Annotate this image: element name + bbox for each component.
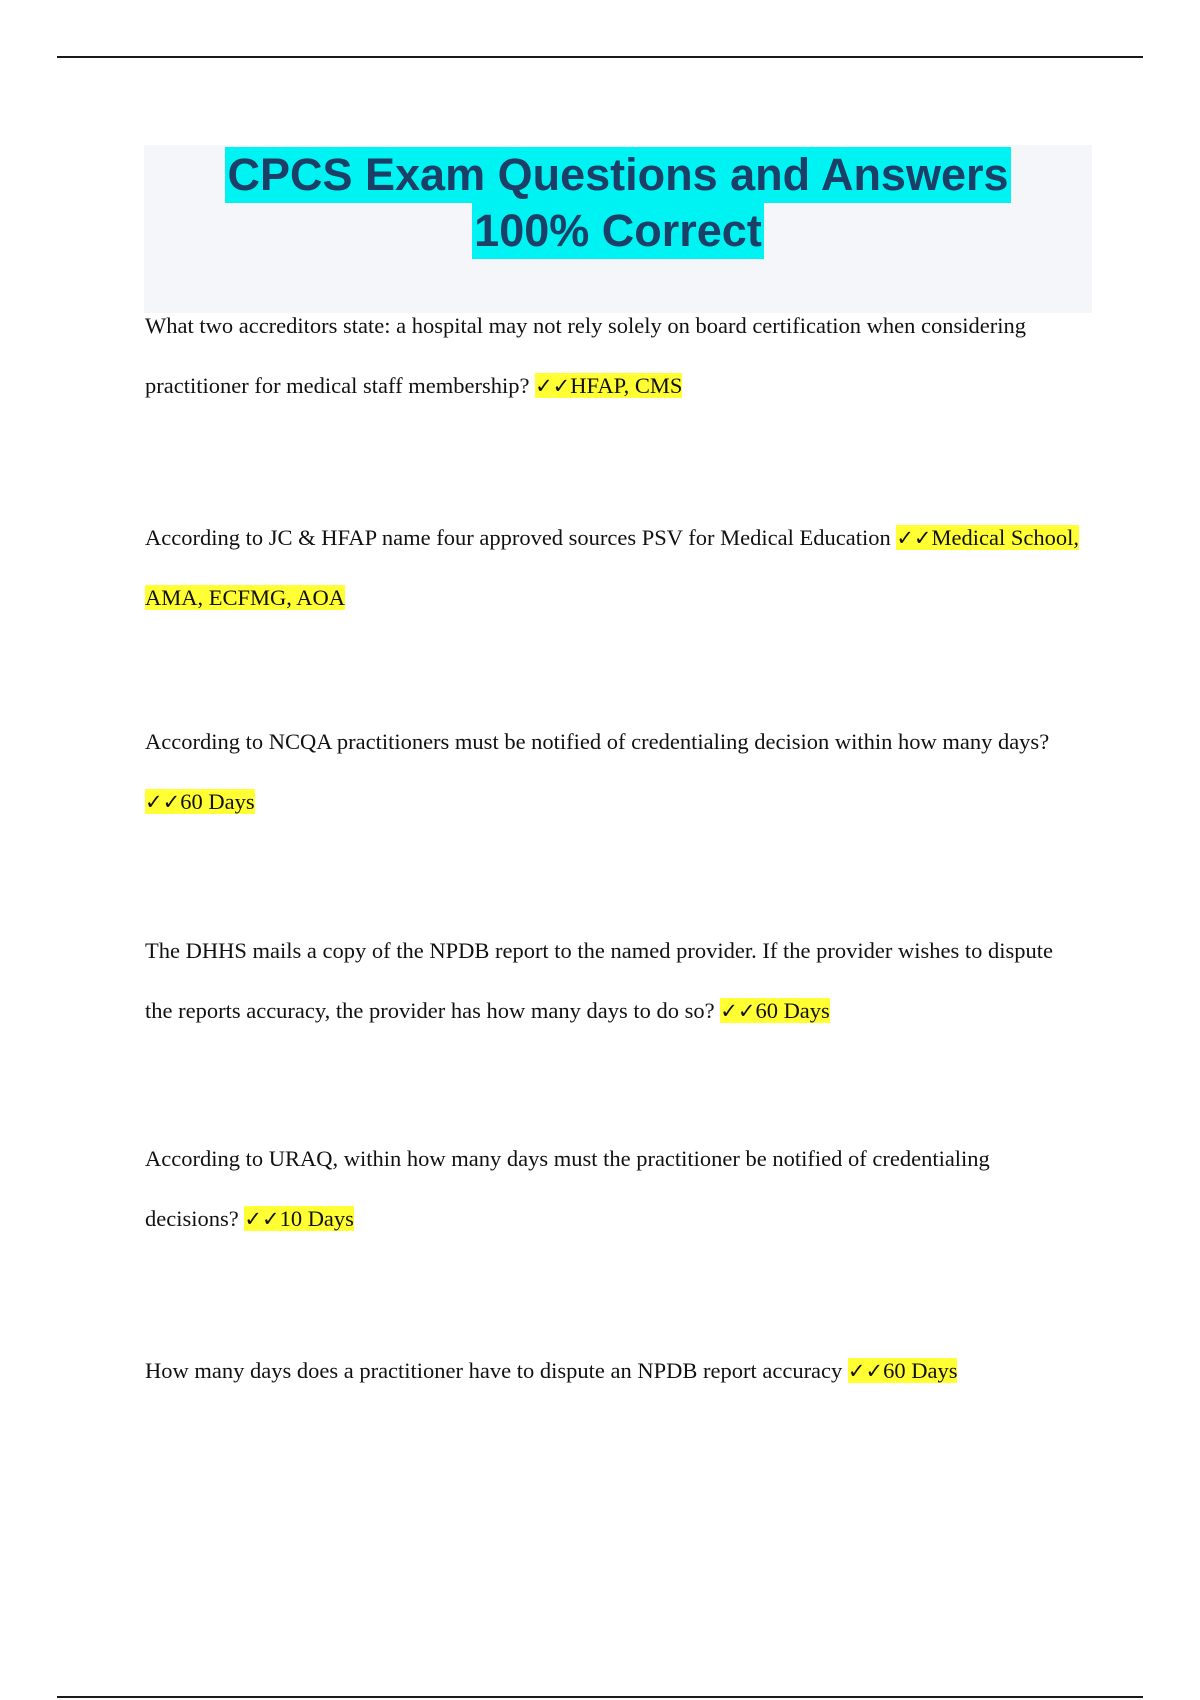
qa-item [145,1129,1080,1249]
document-title-line-1: CPCS Exam Questions and Answers [225,147,1010,203]
header-rule [57,56,1143,58]
answer-highlight [145,789,255,814]
question-text: The DHHS mails a copy of the NPDB report to the named provider. If the provider wishes to dispute the reports accuracy, the provider has how many days to do so? [145,938,1053,1023]
double-check-icon: ✓✓ [145,790,181,814]
answer-highlight [244,1206,354,1231]
qa-item [145,1341,1080,1401]
title-block [144,145,1092,313]
question-text: According to JC & HFAP name four approved sources PSV for Medical Education [145,525,891,550]
qa-item [145,508,1080,628]
answer-highlight [720,998,830,1023]
qa-item [145,296,1080,416]
footer-rule [57,1696,1143,1698]
answer-text: 10 Days [279,1206,354,1231]
answer-highlight [535,373,682,398]
answer-text: Medical School, AMA, ECFMG, AOA [145,525,1080,610]
answer-text: 60 Days [755,998,830,1023]
answer-text: HFAP, CMS [570,373,683,398]
double-check-icon: ✓✓ [720,999,756,1023]
qa-item [145,921,1080,1041]
double-check-icon: ✓✓ [244,1207,280,1231]
double-check-icon: ✓✓ [896,526,932,550]
question-text: According to URAQ, within how many days must the practitioner be notified of credentialing decisions? [145,1146,990,1231]
answer-text: 60 Days [180,789,255,814]
document-title-line-2: 100% Correct [472,203,764,259]
double-check-icon: ✓✓ [847,1359,884,1383]
double-check-icon: ✓✓ [535,374,571,398]
qa-item [145,712,1080,832]
question-text: According to NCQA practitioners must be notified of credentialing decision within how many days? [145,729,1050,754]
answer-highlight [848,1358,958,1383]
question-text: How many days does a practitioner have to dispute an NPDB report accuracy [145,1358,843,1383]
question-text: What two accreditors state: a hospital may not rely solely on board certification when considering practitioner for medical staff membership? [145,313,1026,398]
answer-text: 60 Days [883,1358,958,1383]
